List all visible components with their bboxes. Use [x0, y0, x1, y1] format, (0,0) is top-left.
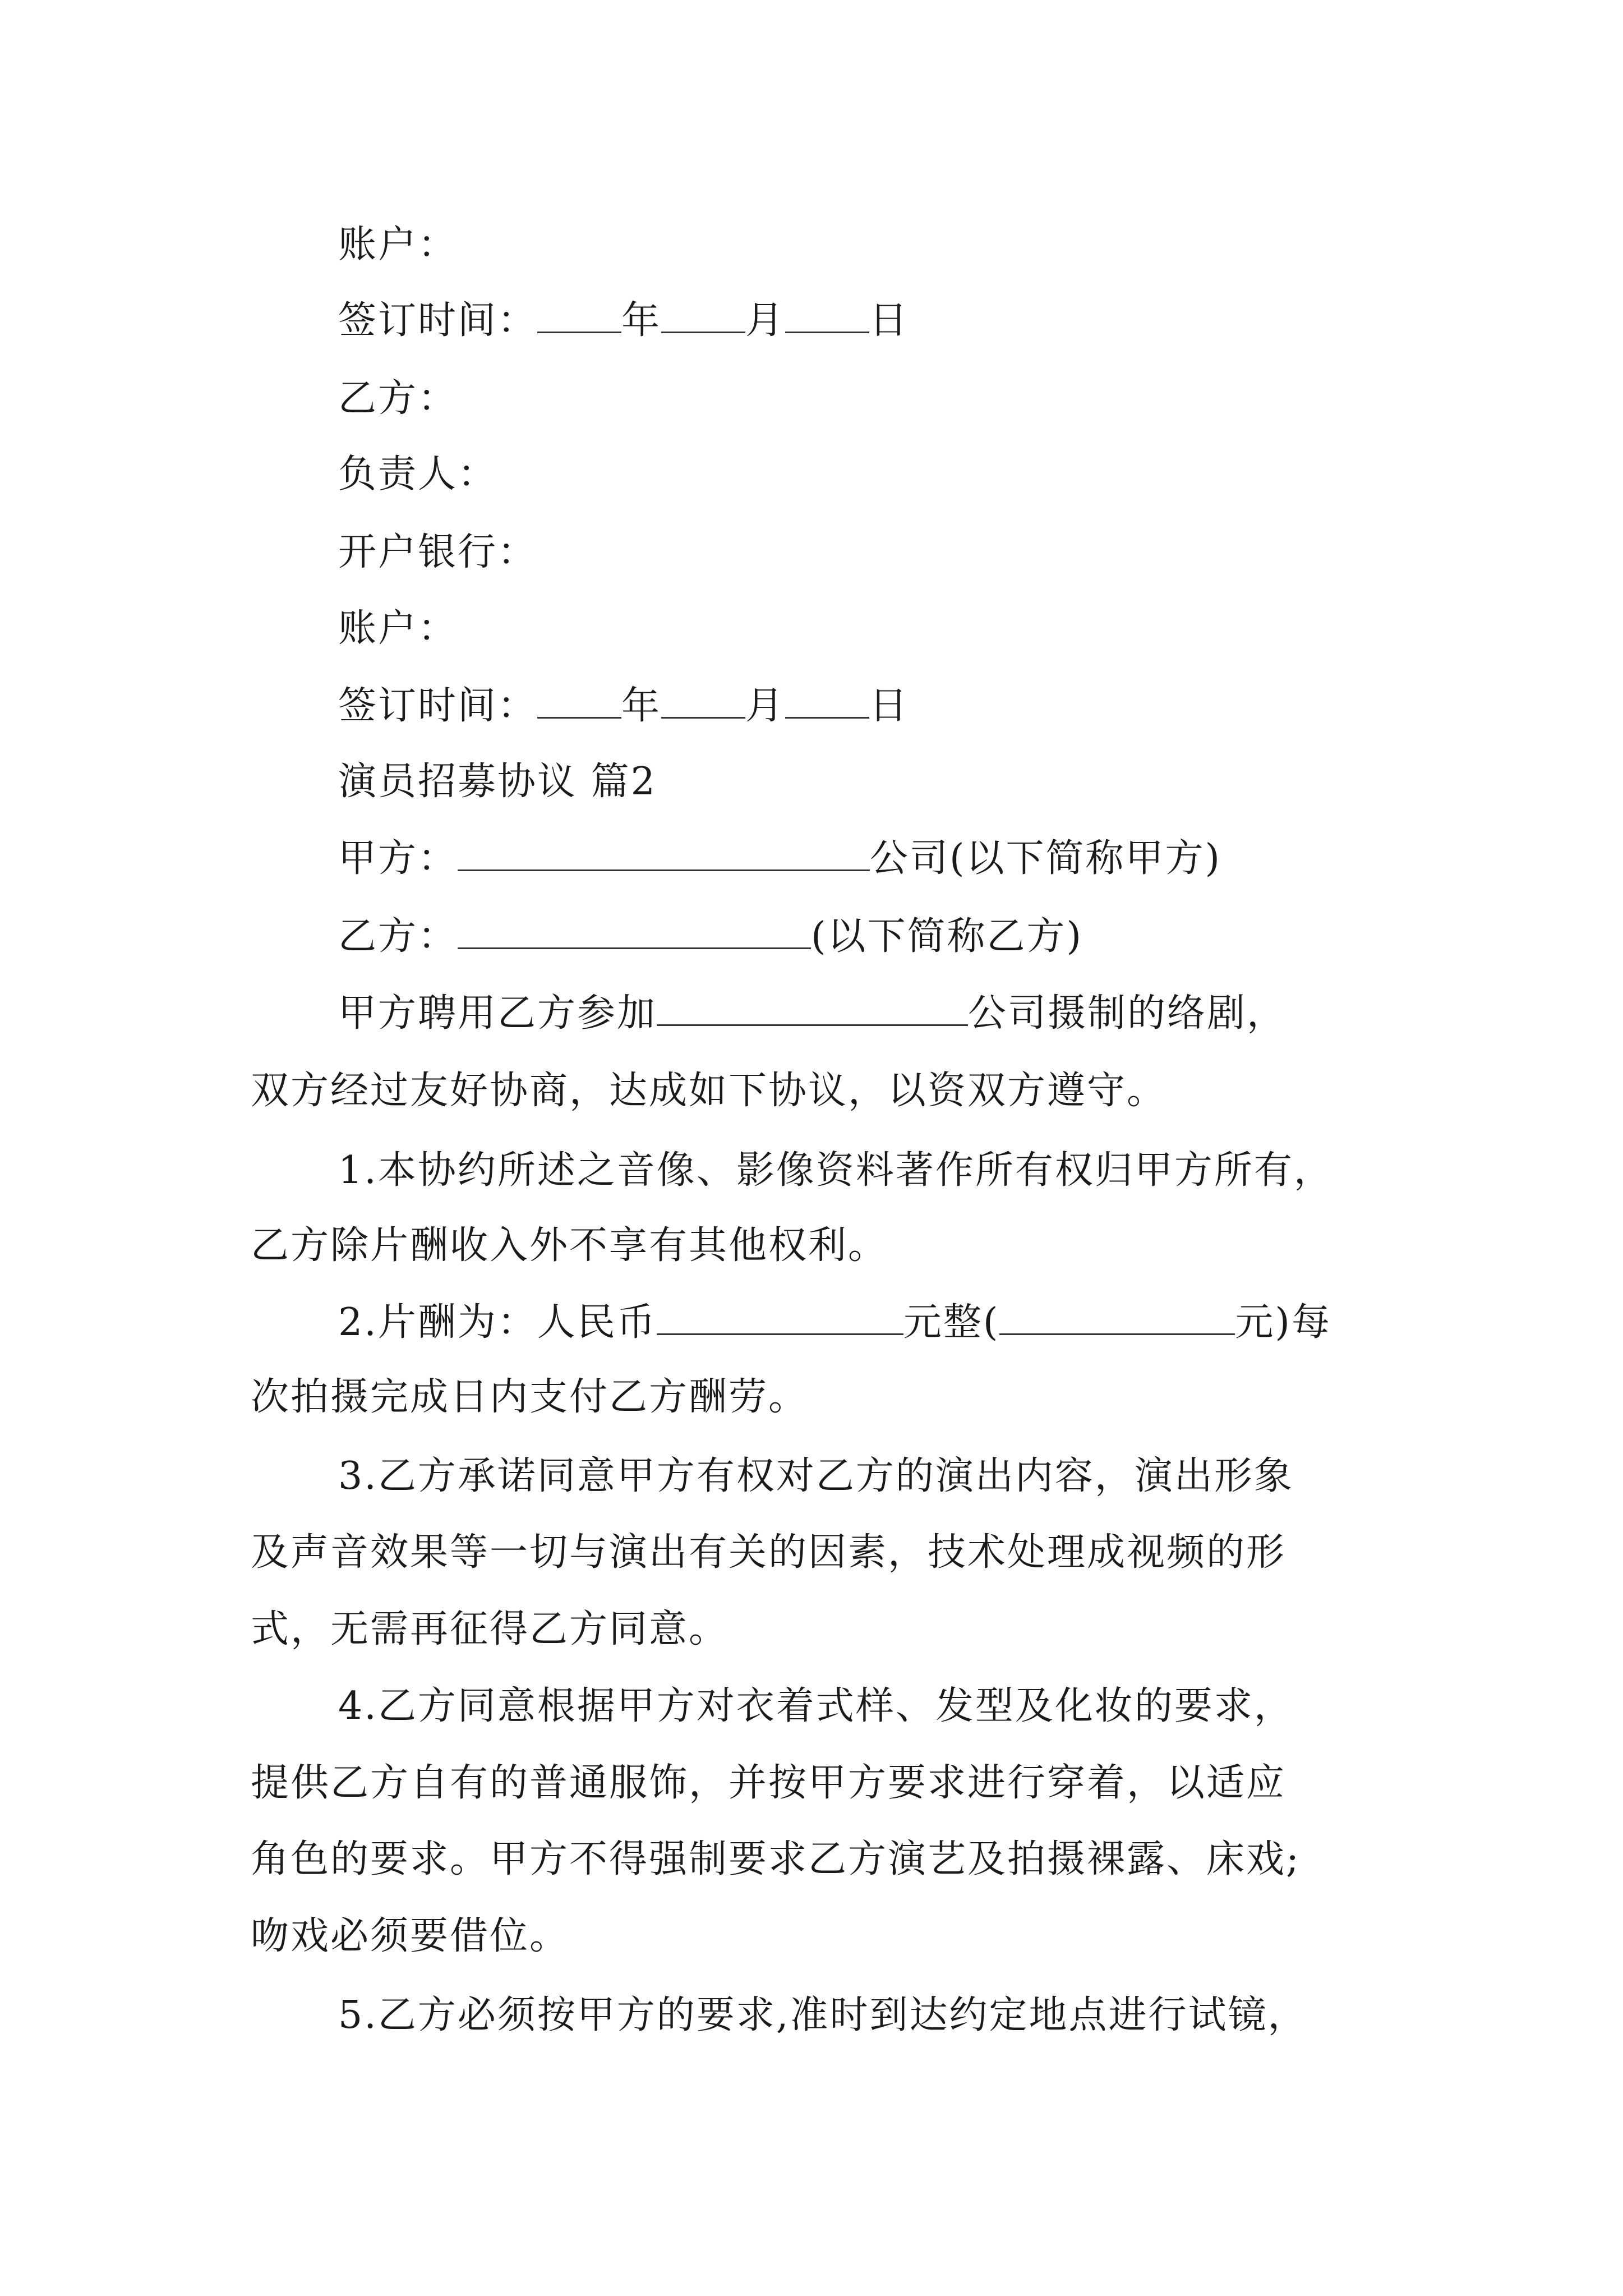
party-a-blank — [458, 835, 870, 871]
year-label: 年 — [621, 298, 662, 343]
party-b-suffix: (以下简称乙方) — [811, 914, 1083, 959]
clause-2-suffix: 元)每 — [1235, 1300, 1331, 1345]
year-blank-2 — [537, 682, 621, 719]
clause-2-prefix: 2.片酬为：人民币 — [338, 1300, 657, 1345]
bank-label: 开户银行： — [338, 530, 538, 574]
party-b-blank — [458, 913, 811, 949]
party-b-row — [338, 912, 1083, 962]
intro-line-2: 双方经过友好协商，达成如下协议，以资双方遵守。 — [251, 1069, 1167, 1113]
clause-1-line-2: 乙方除片酬收入外不享有其他权利。 — [251, 1223, 888, 1268]
month-label-2: 月 — [745, 684, 786, 728]
clause-2-line-2: 次拍摄完成日内支付乙方酬劳。 — [251, 1375, 809, 1419]
day-label: 日 — [869, 298, 910, 343]
party-b-label-2: 乙方： — [338, 914, 458, 959]
clause-5-line-1: 5.乙方必须按甲方的要求,准时到达约定地点进行试镜， — [338, 1993, 1308, 2037]
clause-2-line-1 — [338, 1297, 1331, 1348]
clause-4-line-1: 4.乙方同意根据甲方对衣着式样、发型及化妆的要求， — [338, 1684, 1294, 1728]
party-b-label: 乙方： — [338, 376, 458, 421]
account-label: 账户： — [338, 223, 458, 267]
company-blank — [657, 990, 968, 1026]
clause-3-line-2: 及声音效果等一切与演出有关的因素，技术处理成视频的形 — [251, 1530, 1287, 1575]
sign-time-row-2 — [338, 681, 909, 731]
clause-4-line-4: 吻戏必须要借位。 — [251, 1914, 570, 1958]
clause-3-line-3: 式，无需再征得乙方同意。 — [251, 1607, 729, 1651]
clause-4-line-2: 提供乙方自有的普通服饰，并按甲方要求进行穿着，以适应 — [251, 1761, 1287, 1805]
responsible-label: 负责人： — [338, 452, 498, 496]
amount-words-blank — [657, 1299, 903, 1335]
intro-suffix: 公司摄制的络剧， — [968, 991, 1287, 1036]
intro-prefix: 甲方聘用乙方参加 — [338, 991, 657, 1036]
party-a-suffix: 公司(以下简称甲方) — [870, 836, 1222, 881]
party-a-row — [338, 834, 1221, 884]
day-blank-2 — [785, 682, 869, 719]
sign-time-label-2: 签订时间： — [338, 684, 538, 728]
intro-line-1 — [338, 988, 1287, 1039]
sign-time-label: 签订时间： — [338, 298, 538, 343]
party-a-label: 甲方： — [338, 836, 458, 881]
day-label-2: 日 — [869, 684, 910, 728]
clause-4-line-3: 角色的要求。甲方不得强制要求乙方演艺及拍摄裸露、床戏; — [251, 1837, 1301, 1881]
clause-1-line-1: 1.本协约所述之音像、影像资料著作所有权归甲方所有， — [338, 1148, 1334, 1193]
month-blank — [661, 297, 745, 333]
month-label: 月 — [745, 298, 786, 343]
sign-time-row — [338, 296, 909, 346]
month-blank-2 — [661, 682, 745, 719]
clause-3-line-1: 3.乙方承诺同意甲方有权对乙方的演出内容，演出形象 — [338, 1454, 1294, 1498]
day-blank — [785, 297, 869, 333]
section-heading: 演员招募协议 篇2 — [338, 760, 657, 804]
amount-number-blank — [999, 1299, 1235, 1335]
year-blank — [537, 297, 621, 333]
clause-2-mid: 元整( — [903, 1300, 1000, 1345]
account-label-2: 账户： — [338, 606, 458, 651]
year-label-2: 年 — [621, 684, 662, 728]
